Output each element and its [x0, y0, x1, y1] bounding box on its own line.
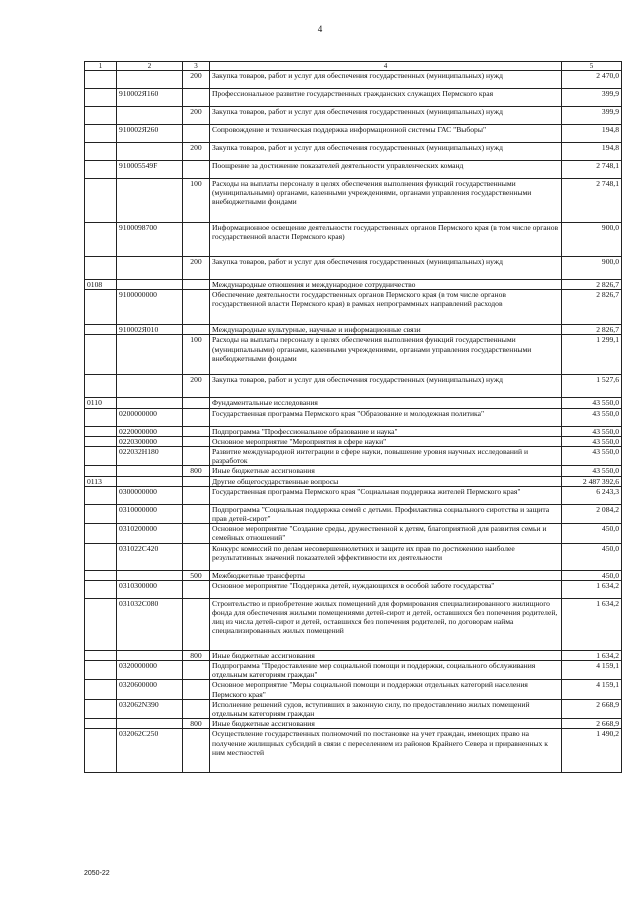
- expense-type-cell: [183, 504, 210, 523]
- amount-cell: 1 634,2: [562, 580, 622, 598]
- section-code-cell: [85, 426, 117, 436]
- expense-type-cell: [183, 408, 210, 426]
- description-cell: Иные бюджетные ассигнования: [210, 719, 562, 729]
- section-code-cell: 0110: [85, 398, 117, 408]
- target-article-cell: 032062N390: [117, 699, 183, 718]
- description-cell: Основное мероприятие "Создание среды, дружественной к детям, благоприятной для развития семьи и семейных отношений": [210, 524, 562, 543]
- section-code-cell: [85, 598, 117, 650]
- amount-cell: 4 159,1: [562, 661, 622, 680]
- target-article-cell: 0220300000: [117, 436, 183, 446]
- table-row: [85, 580, 622, 598]
- table-row: [85, 335, 622, 375]
- target-article-cell: [117, 179, 183, 223]
- amount-cell: 194,8: [562, 143, 622, 161]
- expense-type-cell: [183, 325, 210, 335]
- expense-type-cell: [183, 398, 210, 408]
- table-row: [85, 143, 622, 161]
- section-code-cell: [85, 436, 117, 446]
- amount-cell: 450,0: [562, 570, 622, 580]
- amount-cell: 43 550,0: [562, 398, 622, 408]
- target-article-cell: [117, 466, 183, 476]
- target-article-cell: [117, 143, 183, 161]
- target-article-cell: 0320600000: [117, 680, 183, 699]
- description-cell: Основное мероприятие "Поддержка детей, нуждающихся в особой заботе государства": [210, 580, 562, 598]
- description-cell: Расходы на выплаты персоналу в целях обеспечения выполнения функций государственными (муниципальными) органами, казенными учреждениями, органами управления государственными внебюджетными фондами: [210, 335, 562, 375]
- target-article-cell: [117, 335, 183, 375]
- footer-code: 2050-22: [84, 870, 110, 877]
- section-code-cell: [85, 143, 117, 161]
- description-cell: Закупка товаров, работ и услуг для обеспечения государственных (муниципальных) нужд: [210, 107, 562, 125]
- expense-type-cell: [183, 699, 210, 718]
- target-article-cell: 0220000000: [117, 426, 183, 436]
- table-row: [85, 699, 622, 718]
- table-row: [85, 375, 622, 398]
- table-row: [85, 486, 622, 504]
- amount-cell: 43 550,0: [562, 426, 622, 436]
- header-cell: 3: [183, 62, 210, 71]
- header-cell: 4: [210, 62, 562, 71]
- target-article-cell: [117, 398, 183, 408]
- description-cell: Информационное освещение деятельности государственных органов Пермского края (в том числе органов государственной власти Пермского края): [210, 223, 562, 257]
- description-cell: Иные бюджетные ассигнования: [210, 466, 562, 476]
- section-code-cell: [85, 661, 117, 680]
- description-cell: Развитие международной интеграции в сфере науки, повышение уровня научных исследований и разработок: [210, 447, 562, 466]
- amount-cell: 2 826,7: [562, 325, 622, 335]
- amount-cell: 2 487 392,6: [562, 476, 622, 486]
- amount-cell: 1 634,2: [562, 598, 622, 650]
- section-code-cell: [85, 719, 117, 729]
- section-code-cell: [85, 179, 117, 223]
- amount-cell: 2 748,1: [562, 179, 622, 223]
- target-article-cell: [117, 107, 183, 125]
- budget-table: [84, 61, 622, 773]
- target-article-cell: 0310300000: [117, 580, 183, 598]
- table-row: [85, 125, 622, 143]
- table-row: [85, 107, 622, 125]
- table-row: [85, 598, 622, 650]
- section-code-cell: [85, 375, 117, 398]
- description-cell: Закупка товаров, работ и услуг для обеспечения государственных (муниципальных) нужд: [210, 71, 562, 89]
- description-cell: Закупка товаров, работ и услуг для обеспечения государственных (муниципальных) нужд: [210, 257, 562, 280]
- table-row: [85, 543, 622, 570]
- expense-type-cell: [183, 280, 210, 290]
- target-article-cell: 0320000000: [117, 661, 183, 680]
- table-row: [85, 426, 622, 436]
- description-cell: Международные культурные, научные и информационные связи: [210, 325, 562, 335]
- expense-type-cell: [183, 476, 210, 486]
- target-article-cell: 032062С250: [117, 729, 183, 773]
- description-cell: Государственная программа Пермского края "Социальная поддержка жителей Пермского края": [210, 486, 562, 504]
- description-cell: Профессиональное развитие государственных гражданских служащих Пермского края: [210, 89, 562, 107]
- section-code-cell: 0113: [85, 476, 117, 486]
- section-code-cell: [85, 466, 117, 476]
- description-cell: Строительство и приобретение жилых помещений для формирования специализированного жилищного фонда для обеспечения жилыми помещениями детей-сирот и детей, оставшихся без попечения родителей, лиц из числа детей-сирот и детей, оставшихся без попечения родителей, по договорам найма специализированных жилых помещений: [210, 598, 562, 650]
- amount-cell: 2 826,7: [562, 280, 622, 290]
- target-article-cell: 031022С420: [117, 543, 183, 570]
- expense-type-cell: [183, 447, 210, 466]
- amount-cell: 43 550,0: [562, 447, 622, 466]
- target-article-cell: [117, 719, 183, 729]
- table-row: [85, 476, 622, 486]
- table-row: [85, 504, 622, 523]
- target-article-cell: [117, 71, 183, 89]
- expense-type-cell: [183, 524, 210, 543]
- amount-cell: 2 470,0: [562, 71, 622, 89]
- amount-cell: 6 243,3: [562, 486, 622, 504]
- section-code-cell: [85, 107, 117, 125]
- amount-cell: 2 668,9: [562, 699, 622, 718]
- expense-type-cell: 200: [183, 107, 210, 125]
- table-row: [85, 223, 622, 257]
- section-code-cell: [85, 223, 117, 257]
- expense-type-cell: [183, 598, 210, 650]
- description-cell: Основное мероприятие "Меры социальной помощи и поддержки отдельных категорий населения Пермского края": [210, 680, 562, 699]
- section-code-cell: [85, 699, 117, 718]
- table-row: [85, 661, 622, 680]
- amount-cell: 399,9: [562, 89, 622, 107]
- amount-cell: 1 299,1: [562, 335, 622, 375]
- description-cell: Исполнение решений судов, вступивших в законную силу, по предоставлению жилых помещений отдельным категориям граждан: [210, 699, 562, 718]
- amount-cell: 4 159,1: [562, 680, 622, 699]
- expense-type-cell: 800: [183, 466, 210, 476]
- amount-cell: 900,0: [562, 223, 622, 257]
- expense-type-cell: 100: [183, 335, 210, 375]
- expense-type-cell: [183, 729, 210, 773]
- table-row: [85, 290, 622, 325]
- target-article-cell: [117, 280, 183, 290]
- amount-cell: 43 550,0: [562, 436, 622, 446]
- description-cell: Другие общегосударственные вопросы: [210, 476, 562, 486]
- table-row: [85, 161, 622, 179]
- description-cell: Основное мероприятие "Мероприятия в сфере науки": [210, 436, 562, 446]
- expense-type-cell: 200: [183, 257, 210, 280]
- expense-type-cell: [183, 426, 210, 436]
- section-code-cell: [85, 89, 117, 107]
- table-row: [85, 719, 622, 729]
- table-row: [85, 436, 622, 446]
- target-article-cell: 910005549F: [117, 161, 183, 179]
- section-code-cell: [85, 524, 117, 543]
- expense-type-cell: 200: [183, 375, 210, 398]
- table-row: [85, 89, 622, 107]
- table-row: [85, 650, 622, 660]
- amount-cell: 2 084,2: [562, 504, 622, 523]
- target-article-cell: [117, 570, 183, 580]
- section-code-cell: [85, 486, 117, 504]
- description-cell: Межбюджетные трансферты: [210, 570, 562, 580]
- expense-type-cell: [183, 161, 210, 179]
- description-cell: Сопровождение и техническая поддержка информационной системы ГАС "Выборы": [210, 125, 562, 143]
- amount-cell: 450,0: [562, 543, 622, 570]
- target-article-cell: [117, 375, 183, 398]
- description-cell: Расходы на выплаты персоналу в целях обеспечения выполнения функций государственными (муниципальными) органами, казенными учреждениями, органами управления государственными внебюджетными фондами: [210, 179, 562, 223]
- amount-cell: 1 527,6: [562, 375, 622, 398]
- section-code-cell: [85, 729, 117, 773]
- target-article-cell: 910002Я260: [117, 125, 183, 143]
- description-cell: Подпрограмма "Предоставление мер социальной помощи и поддержки, социального обслуживания отдельным категориям граждан": [210, 661, 562, 680]
- section-code-cell: [85, 335, 117, 375]
- table-row: [85, 325, 622, 335]
- target-article-cell: 910002Я160: [117, 89, 183, 107]
- expense-type-cell: [183, 223, 210, 257]
- table-row: [85, 280, 622, 290]
- header-row: [85, 62, 622, 71]
- section-code-cell: [85, 125, 117, 143]
- header-cell: 5: [562, 62, 622, 71]
- target-article-cell: 0310000000: [117, 504, 183, 523]
- expense-type-cell: [183, 580, 210, 598]
- amount-cell: 43 550,0: [562, 466, 622, 476]
- description-cell: Государственная программа Пермского края "Образование и молодежная политика": [210, 408, 562, 426]
- table-row: [85, 680, 622, 699]
- table-row: [85, 179, 622, 223]
- header-cell: 2: [117, 62, 183, 71]
- expense-type-cell: 200: [183, 143, 210, 161]
- description-cell: Закупка товаров, работ и услуг для обеспечения государственных (муниципальных) нужд: [210, 375, 562, 398]
- description-cell: Фундаментальные исследования: [210, 398, 562, 408]
- target-article-cell: 0310200000: [117, 524, 183, 543]
- section-code-cell: [85, 447, 117, 466]
- target-article-cell: [117, 476, 183, 486]
- section-code-cell: 0108: [85, 280, 117, 290]
- target-article-cell: [117, 257, 183, 280]
- page-number: 4: [317, 24, 323, 34]
- section-code-cell: [85, 325, 117, 335]
- section-code-cell: [85, 504, 117, 523]
- expense-type-cell: [183, 290, 210, 325]
- expense-type-cell: 100: [183, 179, 210, 223]
- description-cell: Иные бюджетные ассигнования: [210, 650, 562, 660]
- table-row: [85, 408, 622, 426]
- expense-type-cell: [183, 543, 210, 570]
- description-cell: Осуществление государственных полномочий по постановке на учет граждан, имеющих право на получение жилищных субсидий в связи с переселением из районов Крайнего Севера и приравненных к ним местностей: [210, 729, 562, 773]
- table-row: [85, 447, 622, 466]
- expense-type-cell: 200: [183, 71, 210, 89]
- table-row: [85, 257, 622, 280]
- target-article-cell: [117, 650, 183, 660]
- expense-type-cell: [183, 125, 210, 143]
- table-row: [85, 71, 622, 89]
- amount-cell: 450,0: [562, 524, 622, 543]
- section-code-cell: [85, 650, 117, 660]
- amount-cell: 2 748,1: [562, 161, 622, 179]
- expense-type-cell: [183, 680, 210, 699]
- section-code-cell: [85, 543, 117, 570]
- section-code-cell: [85, 680, 117, 699]
- description-cell: Конкурс комиссий по делам несовершеннолетних и защите их прав по достижению наиболее результативных значений показателей эффективности их деятельности: [210, 543, 562, 570]
- section-code-cell: [85, 257, 117, 280]
- table-row: [85, 570, 622, 580]
- table-row: [85, 729, 622, 773]
- table-row: [85, 398, 622, 408]
- amount-cell: 43 550,0: [562, 408, 622, 426]
- section-code-cell: [85, 408, 117, 426]
- description-cell: Подпрограмма "Профессиональное образование и наука": [210, 426, 562, 436]
- section-code-cell: [85, 580, 117, 598]
- table-row: [85, 524, 622, 543]
- target-article-cell: 0300000000: [117, 486, 183, 504]
- budget-table-container: [84, 61, 619, 773]
- amount-cell: 399,9: [562, 107, 622, 125]
- target-article-cell: 9100000000: [117, 290, 183, 325]
- description-cell: Закупка товаров, работ и услуг для обеспечения государственных (муниципальных) нужд: [210, 143, 562, 161]
- section-code-cell: [85, 161, 117, 179]
- section-code-cell: [85, 570, 117, 580]
- target-article-cell: 022032Н180: [117, 447, 183, 466]
- amount-cell: 194,8: [562, 125, 622, 143]
- amount-cell: 2 826,7: [562, 290, 622, 325]
- section-code-cell: [85, 290, 117, 325]
- description-cell: Обеспечение деятельности государственных органов Пермского края (в том числе органов государственной власти Пермского края) в рамках непрограммных направлений расходов: [210, 290, 562, 325]
- header-cell: 1: [85, 62, 117, 71]
- expense-type-cell: [183, 661, 210, 680]
- table-row: [85, 466, 622, 476]
- amount-cell: 2 668,9: [562, 719, 622, 729]
- target-article-cell: 9100098700: [117, 223, 183, 257]
- target-article-cell: 0200000000: [117, 408, 183, 426]
- description-cell: Подпрограмма "Социальная поддержка семей с детьми. Профилактика социального сиротства и защита прав детей-сирот": [210, 504, 562, 523]
- expense-type-cell: [183, 89, 210, 107]
- target-article-cell: 910002Я010: [117, 325, 183, 335]
- expense-type-cell: 800: [183, 650, 210, 660]
- target-article-cell: 031032С080: [117, 598, 183, 650]
- expense-type-cell: [183, 436, 210, 446]
- expense-type-cell: 500: [183, 570, 210, 580]
- description-cell: Международные отношения и международное сотрудничество: [210, 280, 562, 290]
- section-code-cell: [85, 71, 117, 89]
- amount-cell: 1 634,2: [562, 650, 622, 660]
- expense-type-cell: [183, 486, 210, 504]
- expense-type-cell: 800: [183, 719, 210, 729]
- amount-cell: 1 490,2: [562, 729, 622, 773]
- description-cell: Поощрение за достижение показателей деятельности управленческих команд: [210, 161, 562, 179]
- amount-cell: 900,0: [562, 257, 622, 280]
